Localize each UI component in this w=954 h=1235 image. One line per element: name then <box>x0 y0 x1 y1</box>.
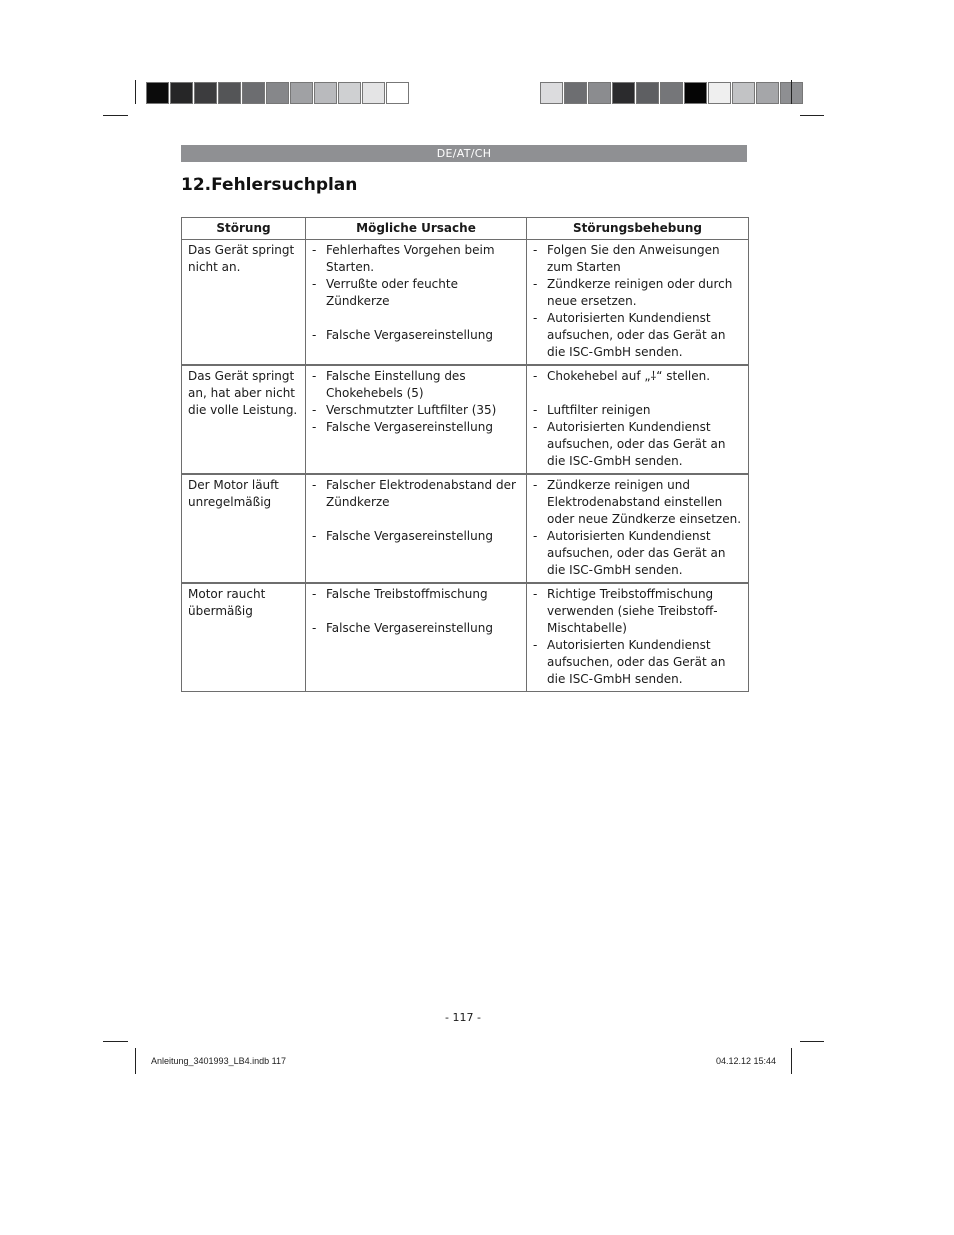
fault-cell: Das Gerät springt nicht an. <box>182 240 306 366</box>
list-item: - Falscher Elektrodenabstand der Zündkerze <box>312 477 520 511</box>
footer-timestamp: 04.12.12 15:44 <box>716 1056 777 1066</box>
color-swatch <box>314 82 337 104</box>
table-row <box>182 240 749 366</box>
color-swatch <box>146 82 169 104</box>
color-swatch <box>242 82 265 104</box>
list-item: - Falsche Treibstoffmischung <box>312 586 520 603</box>
color-swatch <box>684 82 707 104</box>
table-row <box>182 365 749 474</box>
list-item: - Falsche Vergasereinstellung <box>312 327 520 344</box>
crop-mark <box>135 80 136 104</box>
list-item: - Autorisierten Kundendienst aufsuchen, oder das Gerät an die ISC-GmbH senden. <box>533 419 742 470</box>
list-item: - Autorisierten Kundendienst aufsuchen, oder das Gerät an die ISC-GmbH senden. <box>533 637 742 688</box>
list-item: - Falsche Vergasereinstellung <box>312 528 520 545</box>
section-title: 12.Fehlersuchplan <box>181 175 358 195</box>
header-fault: Störung <box>182 218 306 240</box>
cause-cell <box>306 365 527 474</box>
color-bar-right <box>540 82 804 104</box>
color-swatch <box>708 82 731 104</box>
table-row <box>182 474 749 583</box>
fault-cell: Das Gerät springt an, hat aber nicht die volle Leistung. <box>182 365 306 474</box>
list-item: - Richtige Treibstoffmischung verwenden (siehe Treibstoff-Mischtabelle) <box>533 586 742 637</box>
color-swatch <box>386 82 409 104</box>
fault-cell: Motor raucht übermäßig <box>182 583 306 692</box>
color-swatch <box>540 82 563 104</box>
list-item: - Fehlerhaftes Vorgehen beim Starten. <box>312 242 520 276</box>
remedy-cell <box>527 583 749 692</box>
color-swatch <box>194 82 217 104</box>
header-cause: Mögliche Ursache <box>306 218 527 240</box>
troubleshooting-table <box>181 217 749 692</box>
color-bar-left <box>146 82 410 104</box>
color-swatch <box>338 82 361 104</box>
list-item: - Luftfilter reinigen <box>533 402 742 419</box>
color-swatch <box>588 82 611 104</box>
color-swatch <box>732 82 755 104</box>
list-item: - Zündkerze reinigen und Elektrodenabstand einstellen oder neue Zündkerze einsetzen. <box>533 477 742 528</box>
crop-mark <box>791 1048 792 1074</box>
color-swatch <box>218 82 241 104</box>
color-swatch <box>756 82 779 104</box>
color-swatch <box>362 82 385 104</box>
table-header-row <box>182 218 749 240</box>
color-swatch <box>636 82 659 104</box>
color-swatch <box>266 82 289 104</box>
fault-cell: Der Motor läuft unregelmäßig <box>182 474 306 583</box>
cause-cell <box>306 583 527 692</box>
remedy-cell <box>527 474 749 583</box>
header-remedy: Störungsbehebung <box>527 218 749 240</box>
crop-mark <box>800 1041 824 1042</box>
list-item: - Chokehebel auf „⸸“ stellen. <box>533 368 742 385</box>
crop-mark <box>800 115 824 116</box>
list-item: - Autorisierten Kundendienst aufsuchen, oder das Gerät an die ISC-GmbH senden. <box>533 310 742 361</box>
color-swatch <box>290 82 313 104</box>
list-item: - Falsche Vergasereinstellung <box>312 419 520 436</box>
remedy-cell <box>527 240 749 366</box>
list-item: - Falsche Vergasereinstellung <box>312 620 520 637</box>
color-swatch <box>564 82 587 104</box>
language-header-bar: DE/AT/CH <box>181 145 747 162</box>
footer-file-info: Anleitung_3401993_LB4.indb 117 <box>151 1056 286 1066</box>
color-swatch <box>612 82 635 104</box>
list-item: - Zündkerze reinigen oder durch neue ersetzen. <box>533 276 742 310</box>
list-item: - Falsche Einstellung des Chokehebels (5) <box>312 368 520 402</box>
list-item: - Autorisierten Kundendienst aufsuchen, oder das Gerät an die ISC-GmbH senden. <box>533 528 742 579</box>
crop-mark <box>103 1041 128 1042</box>
list-item: - Verschmutzter Luftfilter (35) <box>312 402 520 419</box>
list-item: - Verrußte oder feuchte Zündkerze <box>312 276 520 310</box>
cause-cell <box>306 474 527 583</box>
color-swatch <box>170 82 193 104</box>
crop-mark <box>791 80 792 104</box>
cause-cell <box>306 240 527 366</box>
crop-mark <box>135 1048 136 1074</box>
crop-mark <box>103 115 128 116</box>
remedy-cell <box>527 365 749 474</box>
page-number: - 117 - <box>445 1011 481 1024</box>
list-item: - Folgen Sie den Anweisungen zum Starten <box>533 242 742 276</box>
table-row <box>182 583 749 692</box>
color-swatch <box>660 82 683 104</box>
